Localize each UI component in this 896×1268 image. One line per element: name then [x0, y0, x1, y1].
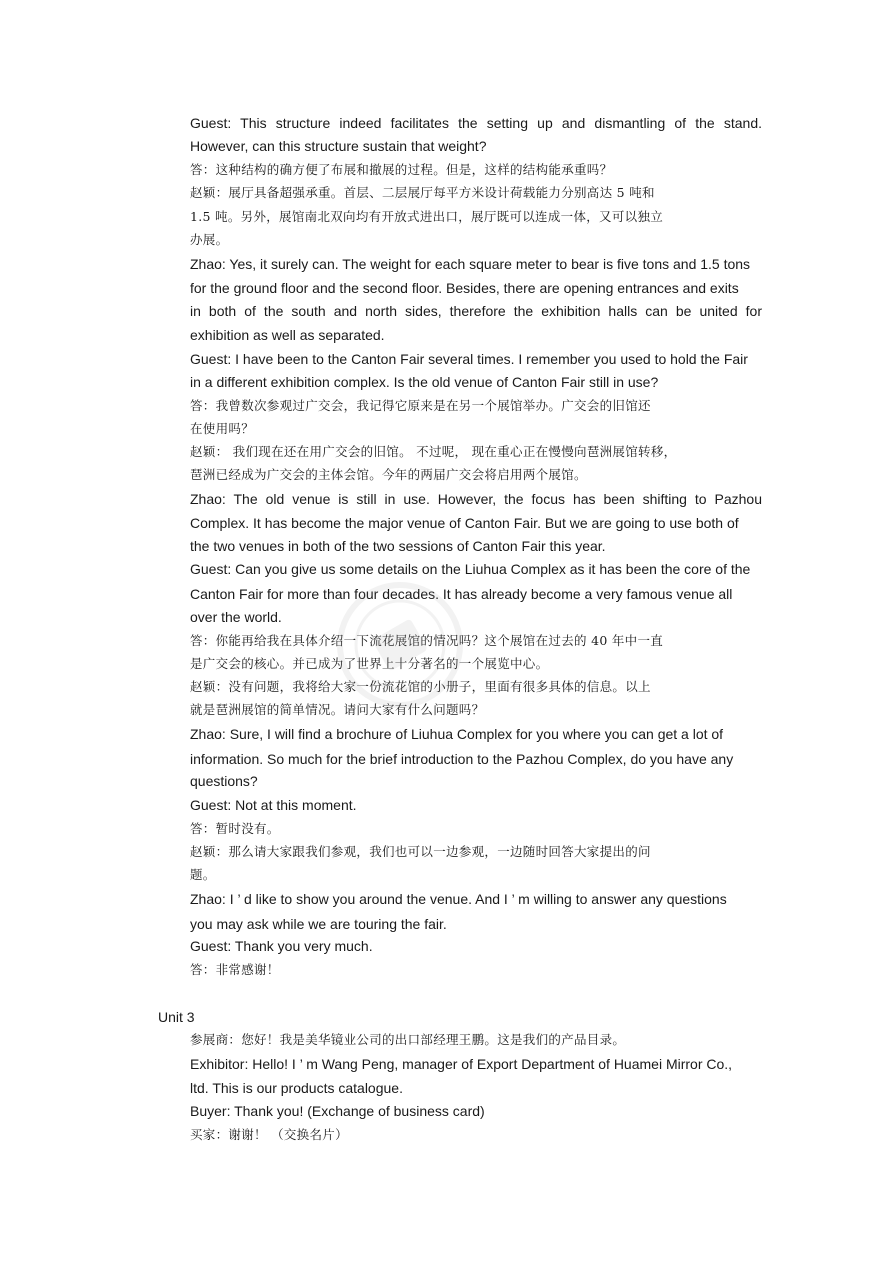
text-line-guest: Guest: Thank you very much. — [190, 938, 373, 954]
text-line-guest: Canton Fair for more than four decades. It has already become a very famous venue all — [190, 586, 733, 602]
text-line-chinese: 办展。 — [190, 232, 229, 247]
text-line-zhao: Zhao: Yes, it surely can. The weight for each square meter to bear is five tons and 1.5 tons — [190, 256, 751, 272]
text-line-zhao: Zhao: The old venue is still in use. However, the focus has been shifting to Pazhou — [190, 491, 762, 507]
text-line-chinese: 是广交会的核心。并已成为了世界上十分著名的一个展览中心。 — [190, 656, 549, 671]
text-line-guest: Guest: I have been to the Canton Fair several times. I remember you used to hold the Fair — [190, 351, 748, 367]
text-line-chinese: 答：暂时没有。 — [190, 821, 280, 836]
text-line-zhao: questions? — [190, 773, 258, 789]
text-line-guest: in a different exhibition complex. Is the old venue of Canton Fair still in use? — [190, 374, 659, 390]
text-line-chinese: 买家：谢谢！ （交换名片） — [190, 1127, 348, 1142]
text-line-guest: Guest: This structure indeed facilitates the setting up and dismantling of the stand. — [190, 115, 762, 131]
text-line-chinese: 赵颖：展厅具备超强承重。首层、二层展厅每平方米设计荷载能力分别高达 5 吨和 — [190, 185, 655, 200]
text-line-zhao: for the ground floor and the second floor. Besides, there are opening entrances and exits — [190, 280, 739, 296]
text-line-buyer: Buyer: Thank you! (Exchange of business card) — [190, 1103, 485, 1119]
watermark-seal — [330, 575, 470, 715]
text-line-zhao: information. So much for the brief introduction to the Pazhou Complex, do you have any — [190, 751, 734, 767]
text-line-exhibitor: ltd. This is our products catalogue. — [190, 1080, 403, 1096]
text-line-exhibitor: Exhibitor: Hello! I ’ m Wang Peng, manager of Export Department of Huamei Mirror Co., — [190, 1056, 733, 1072]
text-line-chinese: 答：非常感谢！ — [190, 962, 280, 977]
text-line-chinese: 参展商：您好！我是美华镜业公司的出口部经理王鹏。这是我们的产品目录。 — [190, 1032, 626, 1047]
text-line-zhao: Zhao: I ’ d like to show you around the venue. And I ’ m willing to answer any questions — [190, 891, 727, 907]
text-line-chinese: 琶洲已经成为广交会的主体会馆。今年的两届广交会将启用两个展馆。 — [190, 467, 587, 482]
text-line-zhao: in both of the south and north sides, therefore the exhibition halls can be united for — [190, 303, 762, 319]
text-line-chinese: 在使用吗？ — [190, 421, 255, 436]
text-line-zhao: exhibition as well as separated. — [190, 327, 385, 343]
text-line-chinese: 答：这种结构的确方便了布展和撤展的过程。但是，这样的结构能承重吗？ — [190, 162, 613, 177]
unit-heading: Unit 3 — [158, 1009, 195, 1025]
text-line-chinese: 就是琶洲展馆的简单情况。请问大家有什么问题吗？ — [190, 702, 485, 717]
text-line-chinese: 赵颖：那么请大家跟我们参观，我们也可以一边参观，一边随时回答大家提出的问 — [190, 844, 651, 859]
text-line-zhao: Zhao: Sure, I will find a brochure of Liuhua Complex for you where you can get a lot of — [190, 726, 724, 742]
text-line-guest: Guest: Can you give us some details on the Liuhua Complex as it has been the core of the — [190, 561, 751, 577]
text-line-zhao: Complex. It has become the major venue of Canton Fair. But we are going to use both of — [190, 515, 739, 531]
text-line-guest: However, can this structure sustain that weight? — [190, 138, 487, 154]
text-line-chinese: 答：你能再给我在具体介绍一下流花展馆的情况吗？这个展馆在过去的 40 年中一直 — [190, 633, 664, 648]
text-line-guest: Guest: Not at this moment. — [190, 797, 357, 813]
text-line-chinese: 题。 — [190, 867, 216, 882]
text-line-chinese: 赵颖： 我们现在还在用广交会的旧馆。 不过呢， 现在重心正在慢慢向琶洲展馆转移， — [190, 444, 677, 459]
text-line-guest: over the world. — [190, 609, 282, 625]
text-line-chinese: 赵颖：没有问题，我将给大家一份流花馆的小册子，里面有很多具体的信息。以上 — [190, 679, 651, 694]
text-line-chinese: 答：我曾数次参观过广交会，我记得它原来是在另一个展馆举办。广交会的旧馆还 — [190, 398, 651, 413]
text-line-zhao: the two venues in both of the two sessions of Canton Fair this year. — [190, 538, 606, 554]
text-line-zhao: you may ask while we are touring the fair. — [190, 916, 447, 932]
text-line-chinese: 1.5 吨。另外，展馆南北双向均有开放式进出口，展厅既可以连成一体，又可以独立 — [190, 209, 664, 224]
